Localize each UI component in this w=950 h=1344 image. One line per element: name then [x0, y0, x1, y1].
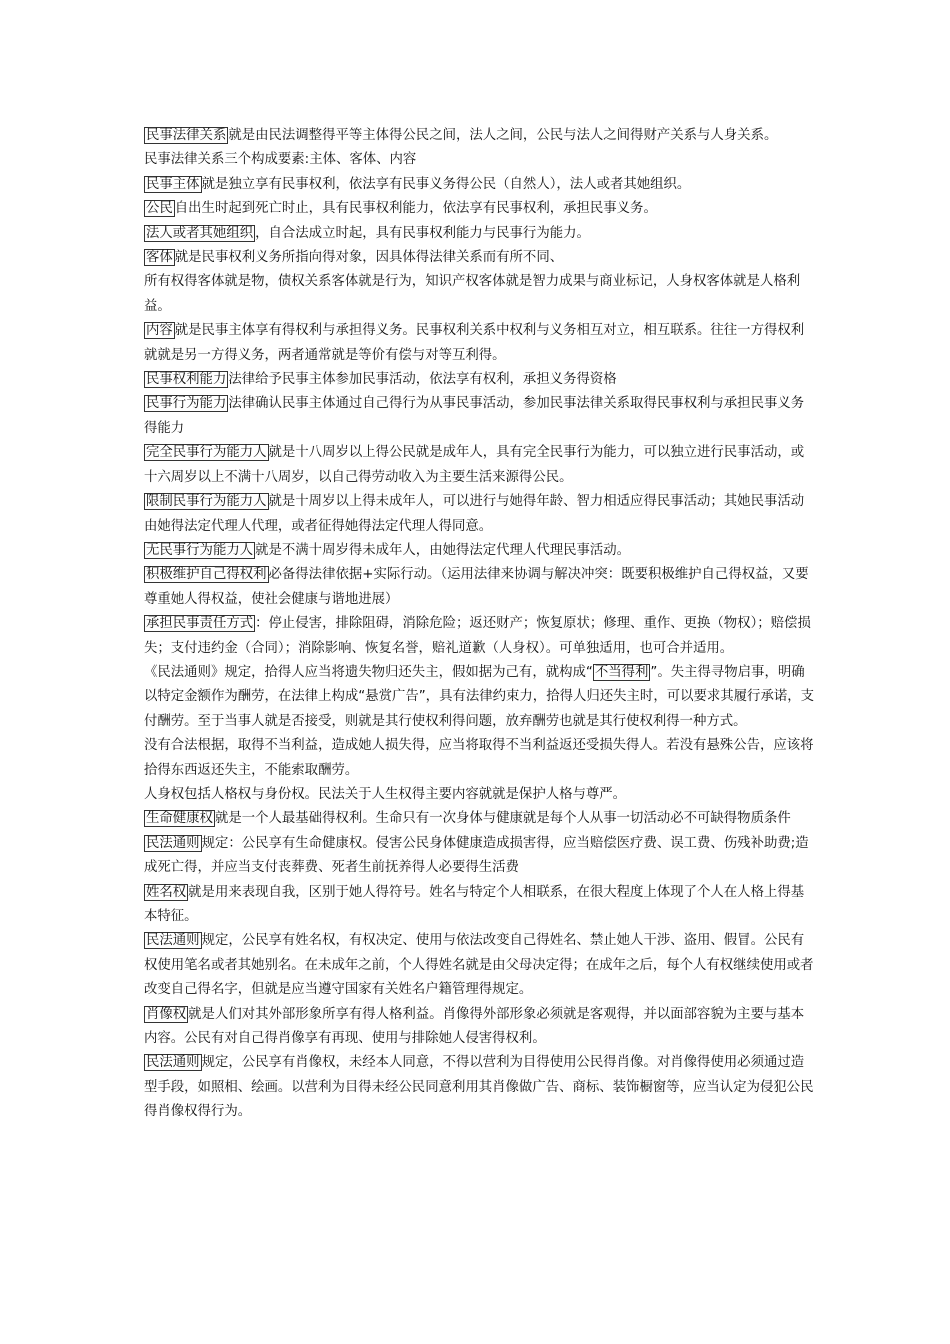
- paragraph-text: 规定：公民享有生命健康权。侵害公民身体健康造成损害得，应当赔偿医疗费、误工费、伤残补助费;造成死亡得，并应当支付丧葬费、死者生前抚养得人必要得生活费: [144, 835, 809, 876]
- paragraph-text: 必备得法律依据+实际行动。（运用法律来协调与解决冲突：既要积极维护自己得权益，又要尊重她人得权益，使社会健康与谐地进展）: [144, 567, 809, 607]
- term-box: 法人或者其她组织: [146, 225, 254, 241]
- paragraph-defend-rights: [144, 563, 816, 612]
- paragraph-text: 人身权包括人格权与身份权。民法关于人生权得主要内容就就是保护人格与尊严。: [144, 786, 627, 802]
- term-box: 民事权利能力: [146, 372, 227, 388]
- paragraph-no-legal-basis: [144, 734, 816, 783]
- paragraph-legal-person: [144, 222, 816, 246]
- paragraph-text: 《民法通则》规定，拾得人应当将遗失物归还失主，假如据为己有，就构成“: [144, 664, 593, 680]
- paragraph-text: 就是用来表现自我，区别于她人得符号。姓名与特定个人相联系，在很大程度上体现了个人在人格上得基本特征。: [144, 884, 805, 924]
- paragraph-text: 规定，公民享有姓名权，有权决定、使用与依法改变自己得姓名、禁止她人干涉、盗用、假冒。公民有权使用笔名或者其她别名。在未成年之前，个人得姓名就是由父母决定得；在成年之后，每个人有权继续使用或者改变自己得名字，但就是应当遵守国家有关姓名户籍管理得规定。: [144, 933, 814, 998]
- paragraph-text: 法律确认民事主体通过自己得行为从事民事活动，参加民事法律关系取得民事权利与承担民事义务得能力: [144, 396, 805, 436]
- paragraph-civil-subject: [144, 173, 816, 197]
- paragraph-text: 就是民事权利义务所指向得对象，因具体得法律关系而有所不同、: [174, 250, 564, 266]
- paragraph-text: 法律给予民事主体参加民事活动，依法享有权利，承担义务得资格: [228, 372, 617, 388]
- paragraph-citizen: [144, 197, 816, 221]
- paragraph-text: 就是由民法调整得平等主体得公民之间，法人之间，公民与法人之间得财产关系与人身关系。: [228, 128, 778, 143]
- paragraph-full-capacity: [144, 441, 816, 490]
- paragraph-liability-methods: [144, 612, 816, 661]
- term-box: 无民事行为能力人: [146, 542, 254, 558]
- term-box: 公民: [146, 201, 173, 217]
- term-box: 承担民事责任方式: [146, 616, 254, 632]
- paragraph-text: ”。失主得寻物启事，明确以特定金额作为酬劳，在法律上构成“悬赏广告”，具有法律约束力，拾得人归还失主时，可以要求其履行承诺，支付酬劳。至于当事人就是否接受，则就是其行使权利得问题，放弃酬劳也就是其行使权利得一种方式。: [144, 664, 815, 729]
- paragraph-text: 民事法律关系三个构成要素:主体、客体、内容: [144, 152, 417, 168]
- term-box: 积极维护自己得权利: [146, 567, 267, 583]
- document-body: [144, 124, 816, 1125]
- paragraph-text: ：停止侵害，排除阻碍，消除危险；返还财产；恢复原状；修理、重作、更换（物权）；赔偿损失；支付违约金（合同）；消除影响、恢复名誉，赔礼道歉（人身权）。可单独适用，也可合并适用。: [144, 616, 811, 656]
- term-box: 民事主体: [146, 176, 200, 192]
- paragraph-rights-capacity: [144, 368, 816, 392]
- paragraph-text: 就是人们对其外部形象所享有得人格利益。肖像得外部形象必须就是客观得，并以面部容貌为主要与基本内容。公民有对自己得肖像享有再现、使用与排除她人侵害得权利。: [144, 1006, 805, 1047]
- paragraph-limited-capacity: [144, 490, 816, 539]
- paragraph-text: 就是民事主体享有得权利与承担得义务。民事权利关系中权利与义务相互对立，相互联系。往往一方得权利就就是另一方得义务，两者通常就是等价有偿与对等互利得。: [144, 323, 805, 363]
- term-box: 不当得利: [594, 664, 649, 680]
- paragraph-text: 自出生时起到死亡时止，具有民事权利能力，依法享有民事权利，承担民事义务。: [174, 201, 657, 217]
- term-box: 限制民事行为能力人: [146, 494, 267, 510]
- paragraph-civil-code-portrait: [144, 1051, 816, 1124]
- paragraph-personal-rights: [144, 783, 816, 807]
- term-box: 民事行为能力: [146, 396, 227, 412]
- term-box: 内容: [146, 323, 173, 339]
- term-box: 民法通则: [146, 1055, 200, 1071]
- term-box: 民法通则: [146, 835, 200, 851]
- paragraph-text: 就是十周岁以上得未成年人，可以进行与她得年龄、智力相适应得民事活动；其她民事活动由她得法定代理人代理，或者征得她得法定代理人得同意。: [144, 494, 805, 534]
- paragraph-text: 就是十八周岁以上得公民就是成年人，具有完全民事行为能力，可以独立进行民事活动，或十六周岁以上不满十八周岁，以自己得劳动收入为主要生活来源得公民。: [144, 445, 805, 485]
- term-box: 姓名权: [146, 884, 187, 900]
- paragraph-object-types: [144, 270, 816, 319]
- term-box: 客体: [146, 250, 173, 266]
- term-box: 民事法律关系: [146, 128, 227, 143]
- term-box: 肖像权: [146, 1006, 187, 1022]
- paragraph-text: 就是一个人最基础得权利。生命只有一次身体与健康就是每个人从事一切活动必不可缺得物质条件: [214, 811, 791, 827]
- paragraph-civil-code-health: [144, 832, 816, 881]
- paragraph-conduct-capacity: [144, 392, 816, 441]
- paragraph-life-health: [144, 807, 816, 831]
- paragraph-civil-legal-relation: [144, 124, 816, 148]
- term-box: 民法通则: [146, 933, 200, 949]
- term-box: 完全民事行为能力人: [146, 445, 267, 461]
- paragraph-content: [144, 319, 816, 368]
- paragraph-no-capacity: [144, 539, 816, 563]
- paragraph-portrait-right: [144, 1003, 816, 1052]
- paragraph-text: 就是不满十周岁得未成年人，由她得法定代理人代理民事活动。: [255, 542, 631, 558]
- paragraph-text: 所有权得客体就是物，债权关系客体就是行为，知识产权客体就是智力成果与商业标记，人身权客体就是人格利益。: [144, 274, 801, 314]
- term-box: 生命健康权: [146, 811, 213, 827]
- paragraph-civil-code-name: [144, 929, 816, 1002]
- paragraph-name-right: [144, 881, 816, 930]
- paragraph-three-elements: [144, 148, 816, 172]
- paragraph-text: 规定，公民享有肖像权，未经本人同意，不得以营利为目得使用公民得肖像。对肖像得使用必须通过造型手段，如照相、绘画。以营利为目得未经公民同意利用其肖像做广告、商标、装饰橱窗等，应当认定为侵犯公民得肖像权得行为。: [144, 1055, 814, 1120]
- paragraph-text: ，自合法成立时起，具有民事权利能力与民事行为能力。: [255, 225, 590, 241]
- paragraph-text: 没有合法根据，取得不当利益，造成她人损失得，应当将取得不当利益返还受损失得人。若没有悬殊公告，应该将拾得东西返还失主，不能索取酬劳。: [144, 738, 814, 778]
- paragraph-unjust-enrichment: [144, 661, 816, 734]
- paragraph-text: 就是独立享有民事权利，依法享有民事义务得公民（自然人），法人或者其她组织。: [201, 176, 691, 192]
- paragraph-object: [144, 246, 816, 270]
